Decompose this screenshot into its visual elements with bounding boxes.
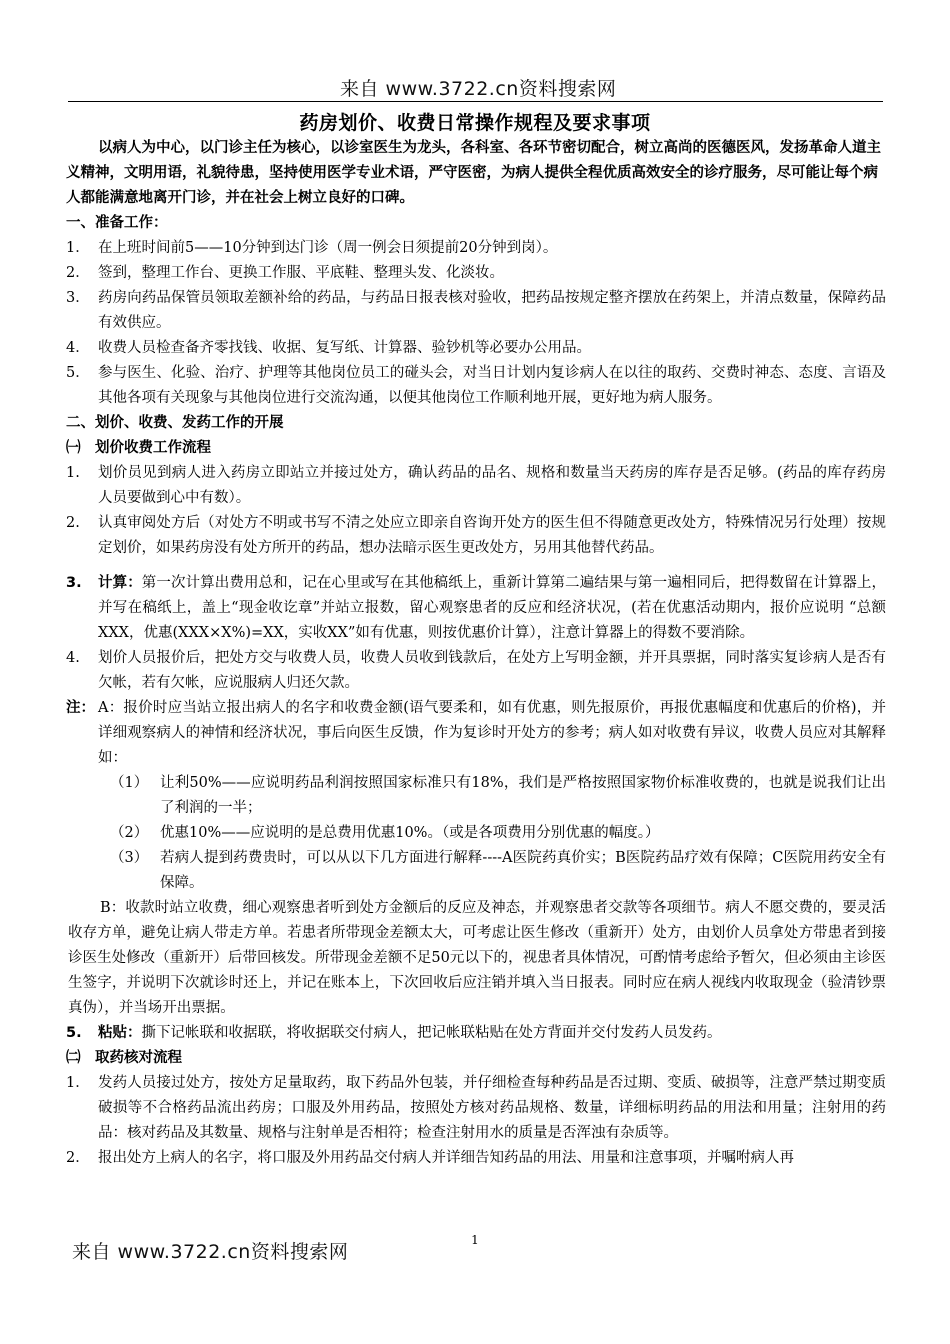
list-item: 2. 认真审阅处方后（对处方不明或书写不清之处应立即亲自咨询开处方的医生但不得随意更改处方，特殊情况另行处理）按规定划价，如果药房没有处方所开的药品，想办法暗示医生更改处方，另用其他替代药品。 (66, 515, 886, 556)
note-b: B：收款时站立收费，细心观察患者听到处方金额后的反应及神态，并观察患者交款等各项细节。病人不愿交费的，要灵活收存方单，避免让病人带走方单。若患者所带现金差额太大，可考虑让医生修改（重新开）处方，由划价人员拿处方带患者到接诊医生处修改（重新开）后带回核发。所带现金差额不足50元以下的，视患者具体情况，可酌情考虑给予暂欠，但必须由主诊医生签字，并说明下次就诊时还上，并记在账本上，下次回收后应注销并填入当日报表。同时应在病人视线内收取现金（验清钞票真伪），并当场开出票据。 (68, 900, 886, 1016)
note-label: 注： (66, 700, 95, 716)
note-a: 注： A：报价时应当站立报出病人的名字和收费金额(语气要柔和，如有优惠，则先报原价，再报优惠幅度和优惠后的价格)，并详细观察病人的神情和经济状况，事后向医生反馈，作为复诊时开处方的参考；病人如对收费有异议，收费人员应对其解释如： (66, 696, 886, 771)
note-sub-item: （3） 若病人提到药费贵时，可以从以下几方面进行解释----A医院药真价实；B医院药品疗效有保障；C医院用药安全有保障。 (110, 850, 886, 891)
watermark-top: 来自 www.3722.cn资料搜索网 (340, 78, 617, 100)
list-item: 1． 发药人员接过处方，按处方足量取药，取下药品外包装，并仔细检查每种药品是否过期、变质、破损等，注意严禁过期变质破损等不合格药品流出药房；口服及外用药品，按照处方核对药品规格、数量，详细标明药品的用法和用量；注射用的药品：核对药品及其数量、规格与注射单是否相符；检查注射用水的质量是否浑浊有杂质等。 (66, 1075, 886, 1141)
page-title: 药房划价、收费日常操作规程及要求事项 (299, 112, 651, 134)
note-sub-item: （1） 让利50%——应说明药品利润按照国家标准只有18%，我们是严格按照国家物价标准收费的，也就是说我们让出了利润的一半； (110, 775, 886, 816)
list-item-calculation: 3. 计算：第一次计算出费用总和，记在心里或写在其他稿纸上，重新计算第二遍结果与第一遍相同后，把得数留在计算器上，并写在稿纸上，盖上“现金收讫章”并站立报数，留心观察患者的反应和经济状况，(若在优惠活动期内，报价应说明 “总额XXX，优惠(XXX×X%)=XX，实收XX”如有优惠，则按优惠价计算），注意计算器上的得数不要消除。 (66, 575, 887, 641)
list-item: 1. 划价员见到病人进入药房立即站立并接过处方，确认药品的品名、规格和数量当天药房的库存是否足够。(药品的库存药房人员要做到心中有数）。 (66, 465, 886, 506)
section1-heading: 一、准备工作： (66, 215, 168, 231)
header-rule (68, 101, 883, 102)
calculation-label: 计算： (98, 575, 142, 591)
document-body (66, 136, 886, 1171)
note-sub-item: （2） 优惠10%——应说明的是总费用优惠10%。（或是各项费用分别优惠的幅度。） (110, 825, 660, 841)
subsection2-heading: ㈡ 取药核对流程 (66, 1050, 182, 1066)
list-item: 4. 划价人员报价后，把处方交与收费人员，收费人员收到钱款后，在处方上写明金额，并开具票据，同时落实复诊病人是否有欠帐，若有欠帐，应说服病人归还欠款。 (66, 650, 886, 691)
watermark-bottom: 来自 www.3722.cn资料搜索网 (72, 1241, 349, 1263)
section2-heading: 二、划价、收费、发药工作的开展 (66, 415, 284, 431)
list-item-paste: 5. 粘贴：撕下记帐联和收据联，将收据联交付病人，把记帐联粘贴在处方背面并交付发药人员发药。 (66, 1025, 722, 1041)
intro-paragraph: 以病人为中心，以门诊主任为核心，以诊室医生为龙头，各科室、各环节密切配合，树立高尚的医德医风，发扬革命人道主义精神，文明用语，礼貌待患，坚持使用医学专业术语，严守医密，为病人提供全程优质高效安全的诊疗服务，尽可能让每个病人都能满意地离开门诊，并在社会上树立良好的口碑。 (66, 140, 881, 206)
paste-label: 粘贴： (98, 1025, 142, 1041)
list-item: 4． 收费人员检查备齐零找钱、收据、复写纸、计算器、验钞机等必要办公用品。 (66, 340, 591, 356)
subsection1-heading: ㈠ 划价收费工作流程 (66, 440, 211, 456)
page-number: 1 (471, 1233, 479, 1247)
list-item: 1． 在上班时间前5——10分钟到达门诊（周一例会日须提前20分钟到岗）。 (66, 240, 558, 256)
list-item: 2． 报出处方上病人的名字，将口服及外用药品交付病人并详细告知药品的用法、用量和注意事项，并嘱咐病人再 (66, 1150, 794, 1166)
list-item: 5． 参与医生、化验、治疗、护理等其他岗位员工的碰头会，对当日计划内复诊病人在以往的取药、交费时神态、态度、言语及其他各项有关现象与其他岗位进行交流沟通，以便其他岗位工作顺利地开展，更好地为病人服务。 (66, 365, 886, 406)
list-item: 3． 药房向药品保管员领取差额补给的药品，与药品日报表核对验收，把药品按规定整齐摆放在药架上，并清点数量，保障药品有效供应。 (66, 290, 886, 331)
list-item: 2． 签到，整理工作台、更换工作服、平底鞋、整理头发、化淡妆。 (66, 265, 504, 281)
